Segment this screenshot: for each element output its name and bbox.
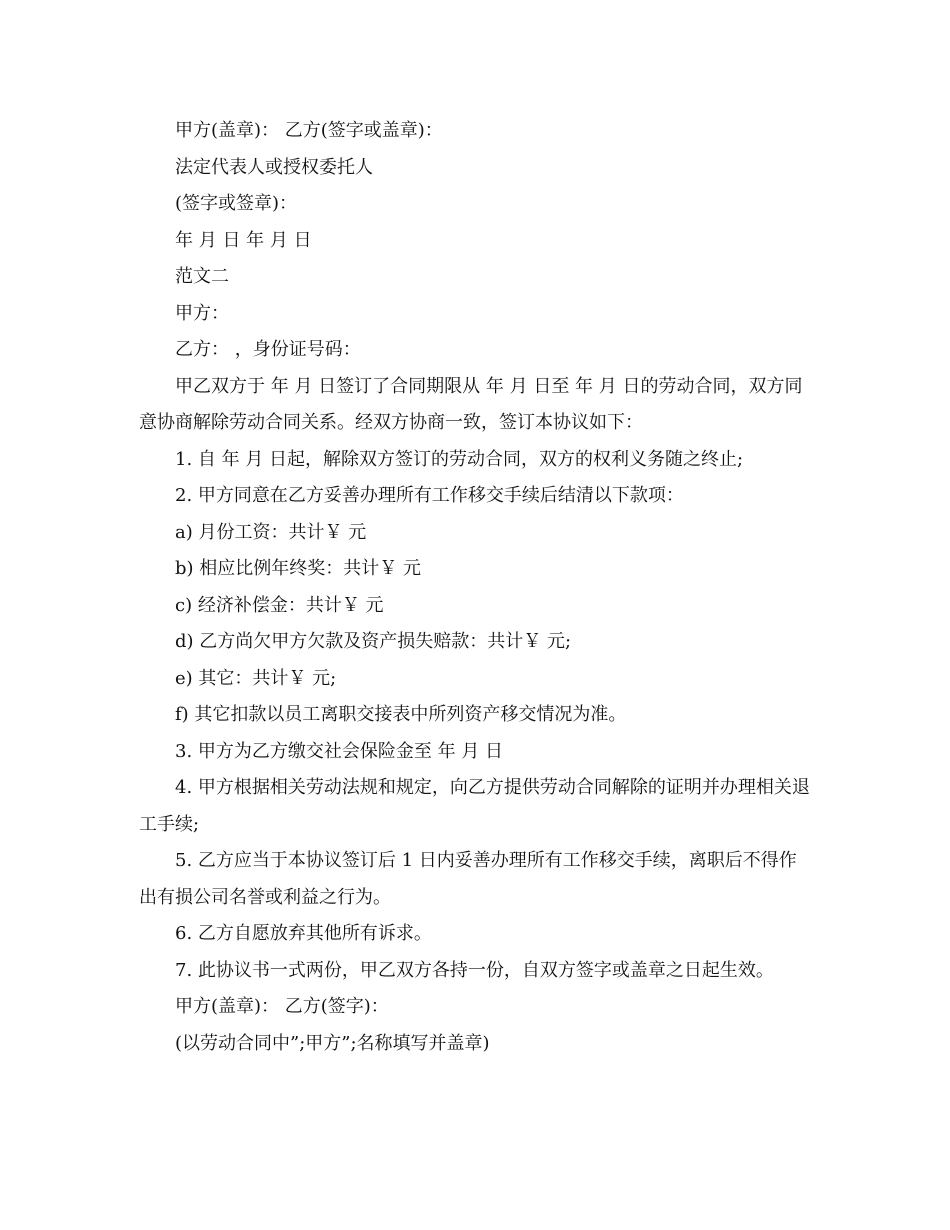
clause-2: 2. 甲方同意在乙方妥善办理所有工作移交手续后结清以下款项： <box>175 485 684 506</box>
item-b: b) 相应比例年终奖：共计￥ 元 <box>175 558 421 579</box>
clause-3: 3. 甲方为乙方缴交社会保险金至 年 月 日 <box>175 740 504 762</box>
document-body <box>139 113 811 1062</box>
item-c: c) 经济补偿金：共计￥ 元 <box>175 594 384 616</box>
item-a: a) 月份工资：共计￥ 元 <box>175 521 367 543</box>
clause-4: 4. 甲方根据相关劳动法规和规定，向乙方提供劳动合同解除的证明并办理相关退工手续; <box>139 777 810 835</box>
clause-1: 1. 自 年 月 日起，解除双方签订的劳动合同，双方的权利义务随之终止; <box>175 448 744 470</box>
item-d: d) 乙方尚欠甲方欠款及资产损失赔款：共计￥ 元; <box>175 631 572 652</box>
item-e: e) 其它：共计￥ 元; <box>175 667 337 689</box>
clause-5: 5. 乙方应当于本协议签订后 1 日内妥善办理所有工作移交手续，离职后不得作出有损公司名誉或利益之行为。 <box>139 850 797 908</box>
party-a-seal-line: 甲方(盖章)： 乙方(签字或盖章)： <box>175 120 443 141</box>
item-f: f) 其它扣款以员工离职交接表中所列资产移交情况为准。 <box>175 704 627 725</box>
party-a-line: 甲方： <box>175 302 229 324</box>
section-title: 范文二 <box>175 266 229 287</box>
intro-paragraph: 甲乙双方于 年 月 日签订了合同期限从 年 月 日至 年 月 日的劳动合同，双方同意协商解除劳动合同关系。经双方协商一致，签订本协议如下： <box>139 375 803 433</box>
date-line: 年 月 日 年 月 日 <box>175 229 312 251</box>
party-b-line: 乙方： ，身份证号码： <box>175 339 361 360</box>
legal-representative-line: 法定代表人或授权委托人 <box>175 156 373 178</box>
seal-note: (以劳动合同中”;甲方”;名称填写并盖章) <box>175 1032 490 1054</box>
signature-line: (签字或签章)： <box>175 193 298 214</box>
clause-7: 7. 此协议书一式两份，甲乙双方各持一份，自双方签字或盖章之日起生效。 <box>175 959 774 981</box>
signature-block: 甲方(盖章)： 乙方(签字)： <box>175 996 389 1017</box>
clause-6: 6. 乙方自愿放弃其他所有诉求。 <box>175 923 432 944</box>
